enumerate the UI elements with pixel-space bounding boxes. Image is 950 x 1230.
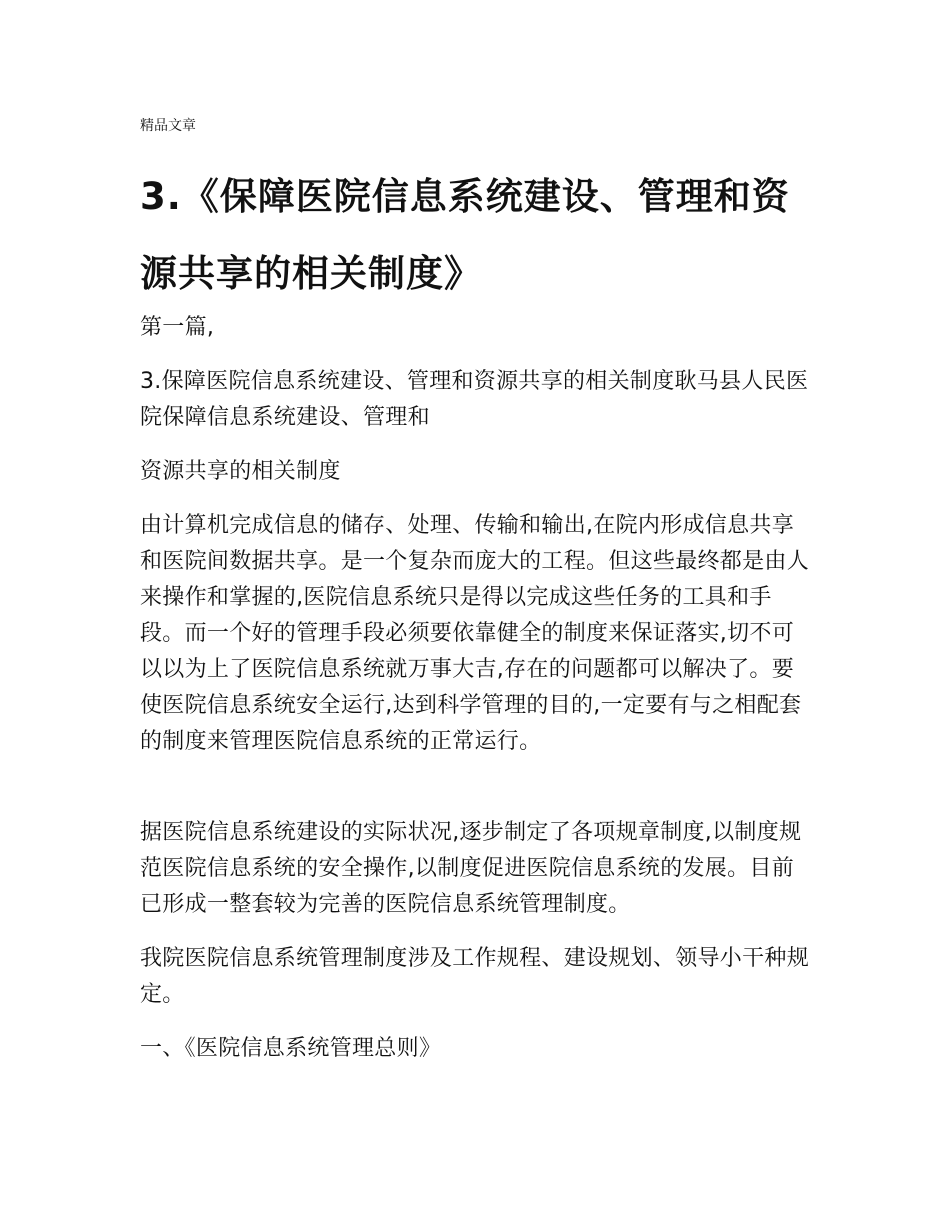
paragraph-subheading: 资源共享的相关制度	[140, 459, 341, 484]
document-title: 3.《保障医院信息系统建设、管理和资源共享的相关制度》	[140, 175, 790, 295]
paragraph-body-3: 我院医院信息系统管理制度涉及工作规程、建设规划、领导小干种规定。	[140, 946, 810, 1007]
paragraph-section-one-heading: 一、《医院信息系统管理总则》	[140, 1036, 442, 1061]
paragraph-section-label: 第一篇,	[140, 315, 215, 340]
paragraph-body-2: 据医院信息系统建设的实际状况,逐步制定了各项规章制度,以制度规范医院信息系统的安全操作,以制度促进医院信息系统的发展。目前已形成一整套较为完善的医院信息系统管理制度。	[140, 820, 802, 917]
paragraph-intro-heading: 3.保障医院信息系统建设、管理和资源共享的相关制度耿马县人民医院保障信息系统建设、管理和	[140, 369, 809, 430]
paragraph-body-1: 由计算机完成信息的储存、处理、传输和输出,在院内形成信息共享和医院间数据共享。是一个复杂而庞大的工程。但这些最终都是由人来操作和掌握的,医院信息系统只是得以完成这些任务的工具和手段。而一个好的管理手段必须要依靠健全的制度来保证落实,切不可以以为上了医院信息系统就万事大吉,存在的问题都可以解决了。要使医院信息系统安全运行,达到科学管理的目的,一定要有与之相配套的制度来管理医院信息系统的正常运行。	[140, 513, 810, 754]
header-label: 精品文章	[140, 118, 196, 134]
